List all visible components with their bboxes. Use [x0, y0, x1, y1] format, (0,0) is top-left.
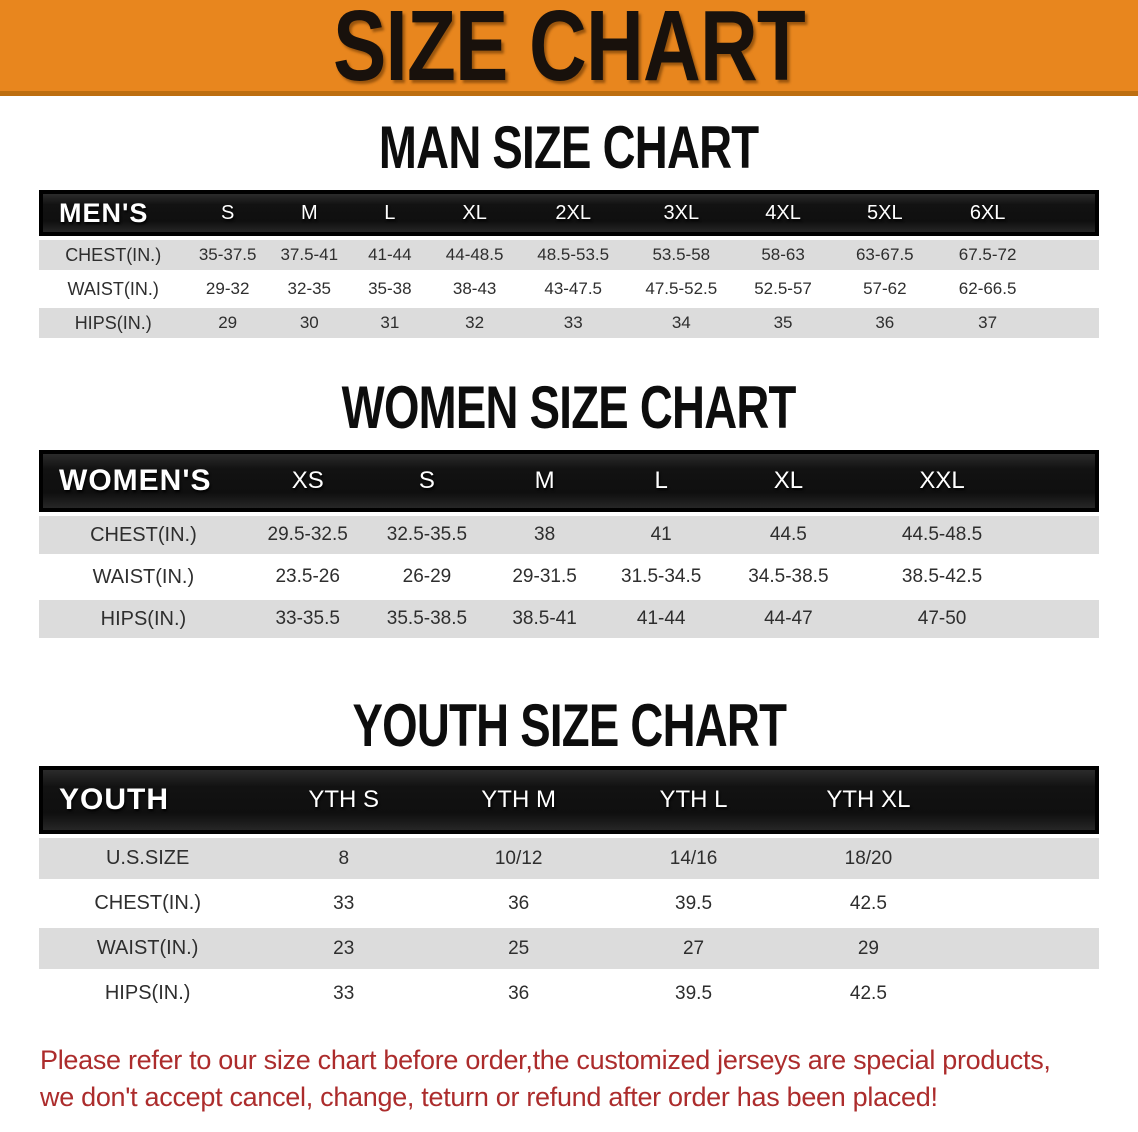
men-col-s: S	[187, 190, 268, 236]
filler-cell	[1027, 558, 1099, 596]
size-value: 57-62	[830, 274, 940, 304]
size-value: 32	[429, 308, 520, 338]
men-section-heading	[0, 114, 1138, 181]
size-value: 41	[603, 516, 720, 554]
size-value: 38	[486, 516, 603, 554]
men-waist-row	[39, 274, 1099, 304]
size-value: 58-63	[736, 240, 829, 270]
men-col-5xl: 5XL	[830, 190, 940, 236]
size-value: 29	[781, 928, 956, 969]
size-value: 39.5	[606, 973, 781, 1014]
size-value: 23	[256, 928, 431, 969]
banner-title: SIZE CHART	[333, 0, 805, 102]
youth-chest-row	[39, 883, 1099, 924]
size-value: 33	[256, 973, 431, 1014]
men-table-title: MEN'S	[39, 190, 187, 236]
filler-cell	[956, 973, 1099, 1014]
row-label: CHEST(IN.)	[39, 516, 248, 554]
size-value: 35	[736, 308, 829, 338]
size-value: 29	[187, 308, 268, 338]
size-value: 38-43	[429, 274, 520, 304]
youth-section-heading	[0, 692, 1138, 759]
row-label: HIPS(IN.)	[39, 973, 256, 1014]
size-value: 48.5-53.5	[520, 240, 626, 270]
filler-cell	[1035, 190, 1099, 236]
size-value: 38.5-41	[486, 600, 603, 638]
size-value: 43-47.5	[520, 274, 626, 304]
size-value: 34	[626, 308, 736, 338]
women-col-m: M	[486, 450, 603, 512]
men-table-header-row	[39, 190, 1099, 236]
size-value: 29.5-32.5	[248, 516, 368, 554]
size-value: 44-48.5	[429, 240, 520, 270]
filler-cell	[956, 883, 1099, 924]
filler-cell	[1035, 308, 1099, 338]
size-value: 36	[431, 973, 606, 1014]
youth-col-s: YTH S	[256, 766, 431, 834]
filler-cell	[956, 838, 1099, 879]
row-label: WAIST(IN.)	[39, 274, 187, 304]
youth-table-title: YOUTH	[39, 766, 256, 834]
size-value: 53.5-58	[626, 240, 736, 270]
size-value: 31	[351, 308, 429, 338]
women-table-header-row	[39, 450, 1099, 512]
size-value: 38.5-42.5	[857, 558, 1027, 596]
women-size-table	[39, 446, 1099, 642]
disclaimer	[40, 1042, 1138, 1116]
size-value: 29-32	[187, 274, 268, 304]
women-waist-row	[39, 558, 1099, 596]
size-value: 18/20	[781, 838, 956, 879]
row-label: CHEST(IN.)	[39, 883, 256, 924]
youth-size-table	[39, 762, 1099, 1018]
size-value: 67.5-72	[940, 240, 1035, 270]
women-table-title: WOMEN'S	[39, 450, 248, 512]
youth-hips-row	[39, 973, 1099, 1014]
men-col-l: L	[351, 190, 429, 236]
size-value: 36	[431, 883, 606, 924]
men-col-6xl: 6XL	[940, 190, 1035, 236]
youth-col-l: YTH L	[606, 766, 781, 834]
women-chest-row	[39, 516, 1099, 554]
men-col-3xl: 3XL	[626, 190, 736, 236]
banner	[0, 0, 1138, 102]
size-value: 25	[431, 928, 606, 969]
size-value: 14/16	[606, 838, 781, 879]
women-section-heading-text: WOMEN SIZE CHART	[342, 374, 796, 441]
men-col-xl: XL	[429, 190, 520, 236]
size-value: 63-67.5	[830, 240, 940, 270]
women-col-xxl: XXL	[857, 450, 1027, 512]
women-section-heading	[0, 374, 1138, 441]
women-col-xl: XL	[719, 450, 857, 512]
size-value: 23.5-26	[248, 558, 368, 596]
size-value: 36	[830, 308, 940, 338]
disclaimer-line-1: Please refer to our size chart before order,the customized jerseys are special products,	[40, 1045, 1051, 1075]
women-hips-row	[39, 600, 1099, 638]
row-label: WAIST(IN.)	[39, 558, 248, 596]
size-value: 34.5-38.5	[719, 558, 857, 596]
youth-ussize-row	[39, 838, 1099, 879]
size-value: 32.5-35.5	[368, 516, 487, 554]
size-value: 29-31.5	[486, 558, 603, 596]
youth-section-heading-text: YOUTH SIZE CHART	[352, 692, 786, 759]
youth-col-m: YTH M	[431, 766, 606, 834]
size-value: 44.5-48.5	[857, 516, 1027, 554]
size-value: 39.5	[606, 883, 781, 924]
filler-cell	[1035, 240, 1099, 270]
size-value: 32-35	[268, 274, 351, 304]
filler-cell	[956, 928, 1099, 969]
size-value: 37	[940, 308, 1035, 338]
size-value: 31.5-34.5	[603, 558, 720, 596]
row-label: HIPS(IN.)	[39, 308, 187, 338]
men-col-m: M	[268, 190, 351, 236]
row-label: WAIST(IN.)	[39, 928, 256, 969]
row-label: HIPS(IN.)	[39, 600, 248, 638]
size-value: 47-50	[857, 600, 1027, 638]
women-col-l: L	[603, 450, 720, 512]
size-value: 33	[256, 883, 431, 924]
men-size-table	[39, 186, 1099, 342]
women-col-xs: XS	[248, 450, 368, 512]
size-value: 35.5-38.5	[368, 600, 487, 638]
row-label: U.S.SIZE	[39, 838, 256, 879]
size-value: 42.5	[781, 973, 956, 1014]
men-col-4xl: 4XL	[736, 190, 829, 236]
size-value: 33-35.5	[248, 600, 368, 638]
size-value: 42.5	[781, 883, 956, 924]
women-col-s: S	[368, 450, 487, 512]
size-value: 62-66.5	[940, 274, 1035, 304]
size-value: 44.5	[719, 516, 857, 554]
size-value: 37.5-41	[268, 240, 351, 270]
size-value: 35-38	[351, 274, 429, 304]
youth-waist-row	[39, 928, 1099, 969]
size-value: 30	[268, 308, 351, 338]
size-value: 26-29	[368, 558, 487, 596]
size-value: 27	[606, 928, 781, 969]
filler-cell	[1027, 516, 1099, 554]
filler-cell	[1027, 450, 1099, 512]
youth-col-xl: YTH XL	[781, 766, 956, 834]
size-value: 33	[520, 308, 626, 338]
row-label: CHEST(IN.)	[39, 240, 187, 270]
disclaimer-line-2: we don't accept cancel, change, teturn or refund after order has been placed!	[40, 1082, 938, 1112]
men-hips-row	[39, 308, 1099, 338]
men-col-2xl: 2XL	[520, 190, 626, 236]
men-chest-row	[39, 240, 1099, 270]
size-value: 41-44	[351, 240, 429, 270]
filler-cell	[1035, 274, 1099, 304]
men-section-heading-text: MAN SIZE CHART	[379, 114, 759, 181]
size-value: 52.5-57	[736, 274, 829, 304]
youth-table-header-row	[39, 766, 1099, 834]
size-value: 47.5-52.5	[626, 274, 736, 304]
filler-cell	[956, 766, 1099, 834]
size-value: 41-44	[603, 600, 720, 638]
filler-cell	[1027, 600, 1099, 638]
size-value: 44-47	[719, 600, 857, 638]
size-value: 10/12	[431, 838, 606, 879]
size-value: 35-37.5	[187, 240, 268, 270]
size-value: 8	[256, 838, 431, 879]
